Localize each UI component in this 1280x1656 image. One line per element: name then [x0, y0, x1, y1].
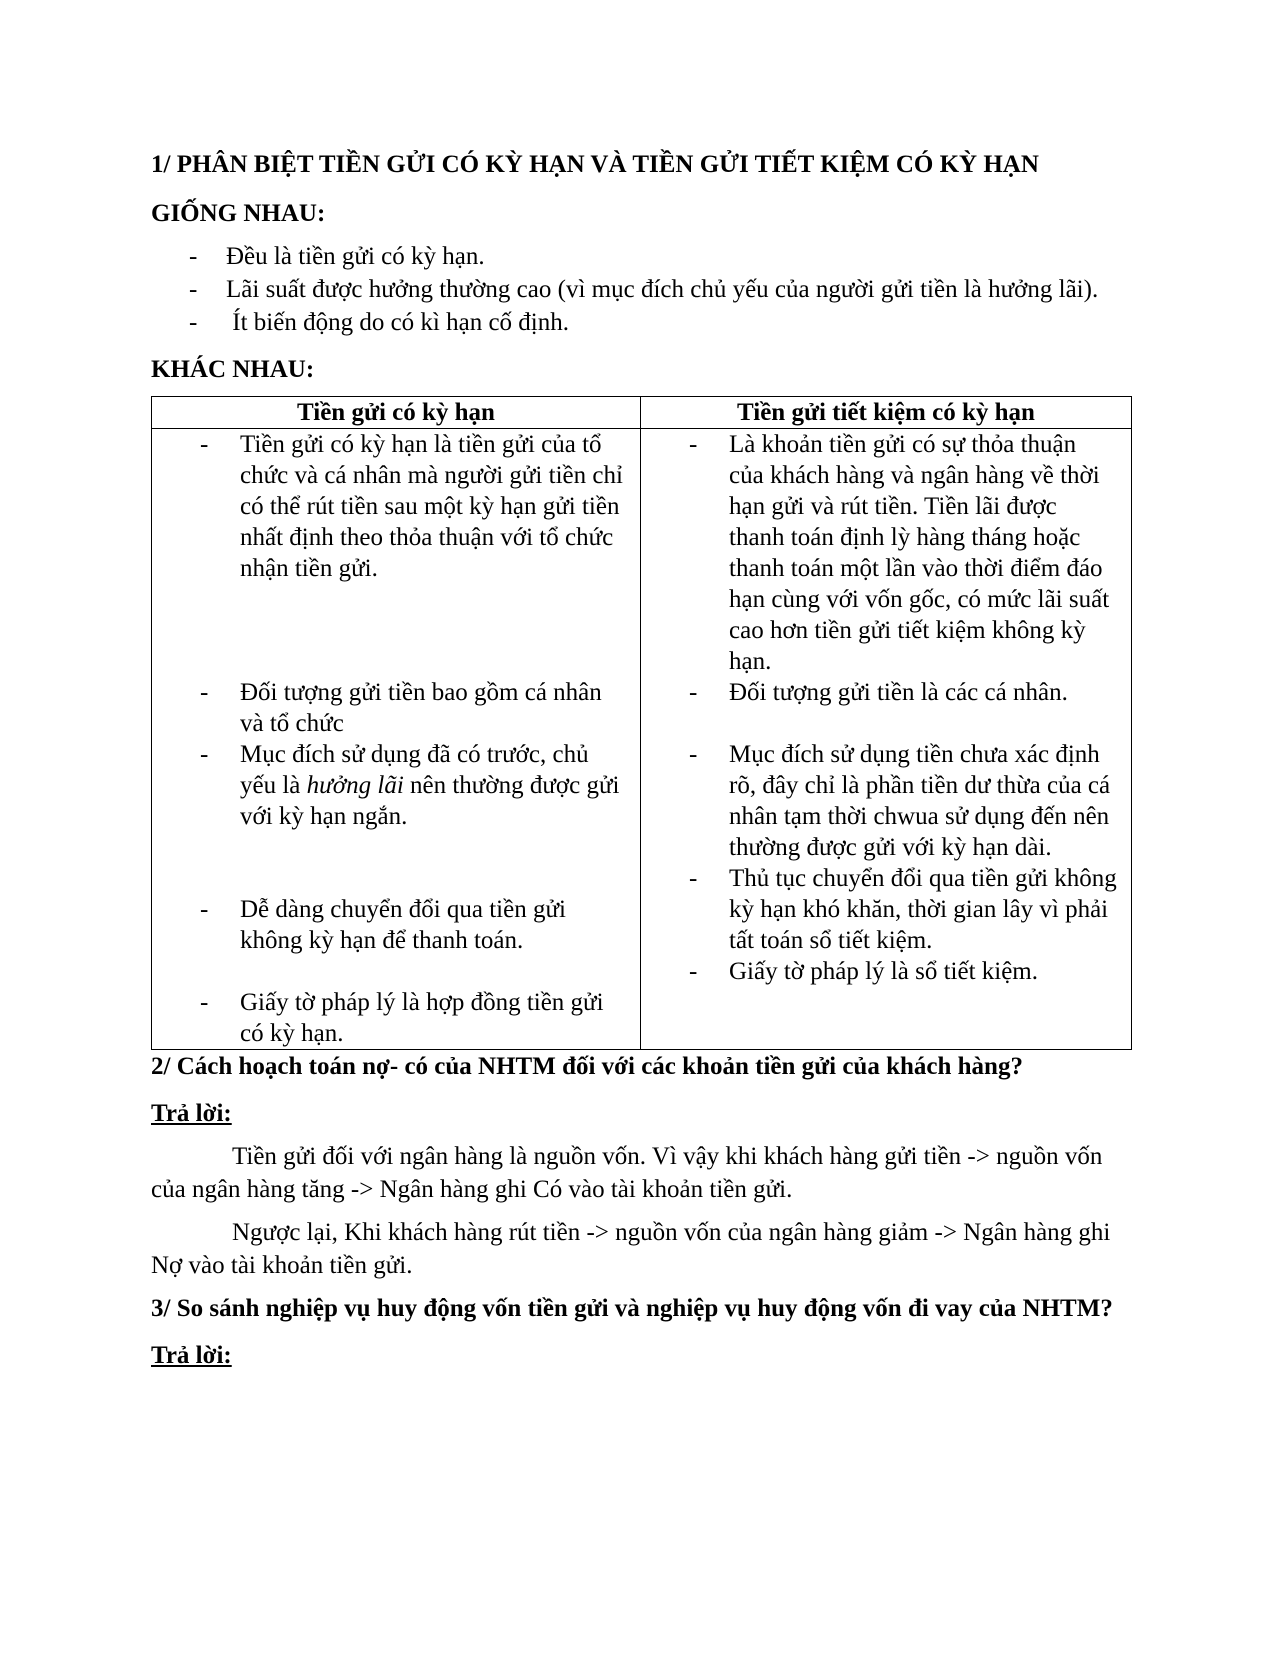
- list-item: - Lãi suất được hưởng thường cao (vì mục đích chủ yếu của người gửi tiền là hưởng lãi).: [189, 276, 1099, 303]
- term-deposit-cell: [152, 429, 641, 1050]
- section-1-title: 1/ PHÂN BIỆT TIỀN GỬI CÓ KỲ HẠN VÀ TIỀN GỬI TIẾT KIỆM CÓ KỲ HẠN: [151, 151, 1039, 178]
- comparison-table: [151, 396, 1132, 1050]
- list-item: - Ít biến động do có kì hạn cố định.: [189, 309, 569, 336]
- list-item: - Tiền gửi có kỳ hạn là tiền gửi của tổ chức và cá nhân mà người gửi tiền chỉ có thể rút tiền sau một kỳ hạn gửi tiền nhất định theo thỏa thuận với tổ chức nhận tiền gửi.: [200, 431, 623, 582]
- list-item: - Đều là tiền gửi có kỳ hạn.: [189, 243, 485, 270]
- table-row: [152, 429, 1132, 1050]
- list-item: - Mục đích sử dụng tiền chưa xác định rõ, đây chỉ là phần tiền dư thừa của cá nhân tạm thời chwua sử dụng đến nên thường được gửi với kỳ hạn dài.: [689, 741, 1111, 861]
- list-item: - Là khoản tiền gửi có sự thỏa thuận của khách hàng và ngân hàng về thời hạn gửi và rút tiền. Tiền lãi được thanh toán định lỳ hàng tháng hoặc thanh toán một lần vào thời điểm đáo hạn cùng với vốn gốc, có mức lãi suất cao hơn tiền gửi tiết kiệm không kỳ hạn.: [689, 431, 1110, 675]
- table-header-row: [152, 397, 1132, 429]
- list-item: - Thủ tục chuyển đổi qua tiền gửi không kỳ hạn khó khăn, thời gian lây vì phải tất toán sổ tiết kiệm.: [689, 865, 1117, 954]
- list-item: - Giấy tờ pháp lý là hợp đồng tiền gửi có kỳ hạn.: [200, 989, 604, 1047]
- answer-paragraph: Ngược lại, Khi khách hàng rút tiền -> nguồn vốn của ngân hàng giảm -> Ngân hàng ghi Nợ vào tài khoản tiền gửi.: [151, 1219, 1111, 1279]
- answer-paragraph: Tiền gửi đối với ngân hàng là nguồn vốn. Vì vậy khi khách hàng gửi tiền -> nguồn vốn của ngân hàng tăng -> Ngân hàng ghi Có vào tài khoản tiền gửi.: [151, 1143, 1103, 1203]
- document-page: [151, 148, 1131, 1382]
- list-item: - Đối tượng gửi tiền bao gồm cá nhân và tổ chức: [200, 679, 602, 737]
- list-item: - Mục đích sử dụng đã có trước, chủ yếu là hưởng lãi nên thường được gửi với kỳ hạn ngắn.: [200, 741, 620, 830]
- column-header-term-savings: Tiền gửi tiết kiệm có kỳ hạn: [641, 397, 1132, 429]
- list-item: - Giấy tờ pháp lý là sổ tiết kiệm.: [689, 958, 1038, 985]
- similar-list: [151, 240, 1131, 339]
- answer-label: Trả lời:: [151, 1100, 232, 1127]
- question-2-heading: 2/ Cách hoạch toán nợ- có của NHTM đối với các khoản tiền gửi của khách hàng?: [151, 1053, 1023, 1080]
- similar-heading: GIỐNG NHAU:: [151, 200, 326, 227]
- question-3-heading: 3/ So sánh nghiệp vụ huy động vốn tiền gửi và nghiệp vụ huy động vốn đi vay của NHTM?: [151, 1295, 1113, 1322]
- list-item: - Dễ dàng chuyển đổi qua tiền gửi không kỳ hạn để thanh toán.: [200, 896, 566, 954]
- term-savings-cell: [641, 429, 1132, 1050]
- different-heading: KHÁC NHAU:: [151, 356, 315, 383]
- column-header-term-deposit: Tiền gửi có kỳ hạn: [152, 397, 641, 429]
- emphasis-text: hưởng lãi: [306, 772, 404, 799]
- answer-label: Trả lời:: [151, 1342, 232, 1369]
- list-item: - Đối tượng gửi tiền là các cá nhân.: [689, 679, 1068, 706]
